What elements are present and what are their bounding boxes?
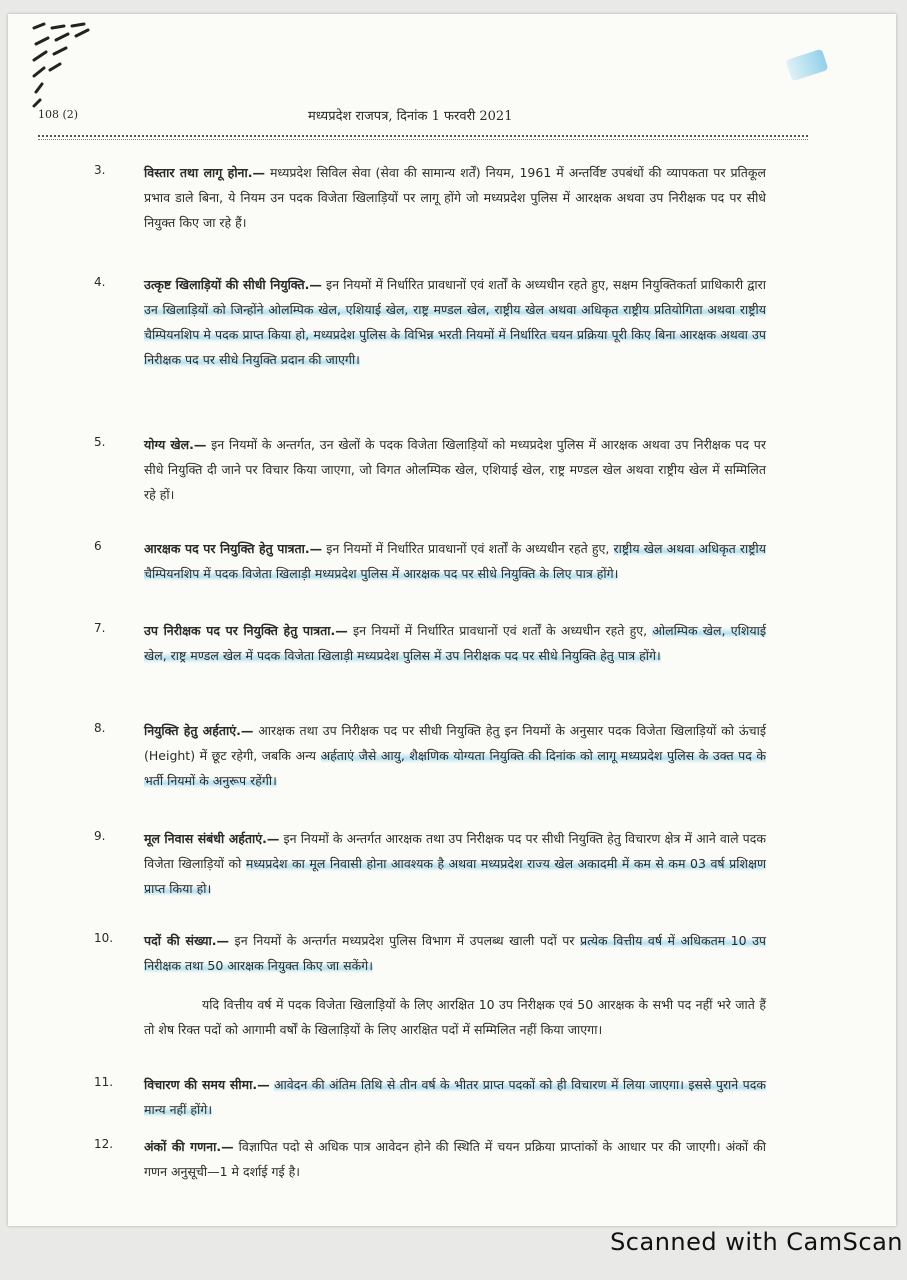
clause-text: विज्ञापित पदो से अधिक पात्र आवेदन होने की स्थिति में चयन प्रक्रिया प्राप्तांकों के आधार पर की जाएगी। अंकों की गणन अनुसूची—1 मे दर्शाई गई है।	[144, 1139, 766, 1179]
clause-heading: अंकों की गणना.—	[144, 1139, 234, 1154]
highlighted-text: राष्ट्रीय खेल अथवा अधिकृत राष्ट्रीय चैम्पियनशिप में पदक विजेता खिलाड़ी मध्यप्रदेश पुलिस में आरक्षक पद पर सीधे नियुक्ति के लिए पात्र होंगे।	[144, 541, 766, 581]
highlighted-text: आवेदन की अंतिम तिथि से तीन वर्ष के भीतर प्राप्त पदकों को ही विचारण में लिया जाएगा। इससे पुराने पदक मान्य नहीं होंगे।	[144, 1077, 766, 1117]
clause-body	[144, 432, 766, 507]
clause-text: इन नियमों में निर्धारित प्रावधानों एवं शर्तों के अध्यधीन रहते हुए, सक्षम नियुक्तिकर्ता प्राधिकारी द्वारा	[321, 277, 766, 292]
clause-number: 3.	[94, 163, 106, 177]
clause-body	[144, 826, 766, 901]
scan-edge-marks	[30, 22, 100, 112]
clause-heading: उत्कृष्ट खिलाड़ियों की सीधी नियुक्ति.—	[144, 277, 322, 292]
clause-body	[144, 718, 766, 793]
clause-body	[144, 1072, 766, 1122]
clause-body	[144, 1134, 766, 1184]
header-rule	[38, 135, 808, 137]
highlighted-text: उन खिलाड़ियों को जिन्होंने ओलम्पिक खेल, एशियाई खेल, राष्ट्र मण्डल खेल, राष्ट्रीय खेल अथवा अधिकृत राष्ट्रीय प्रतियोगिता अथवा राष्ट्रीय चैम्पियनशिप मे पदक प्राप्त किया हो, मध्यप्रदेश पुलिस के विभिन्न भरती नियमों में निर्धारित चयन प्रक्रिया पूरी किए बिना आरक्षक अथवा उप निरीक्षक पद पर सीधे नियुक्ति प्रदान की जाएगी।	[144, 302, 766, 367]
clause-number: 12.	[94, 1137, 114, 1151]
clause-heading: विचारण की समय सीमा.—	[144, 1077, 270, 1092]
clause-number: 7.	[94, 621, 106, 635]
clause-text: मध्यप्रदेश सिविल सेवा (सेवा की सामान्य शर्तें) नियम, 1961 में अन्तर्विष्ट उपबंधों की व्यापकता पर प्रतिकूल प्रभाव डाले बिना, ये नियम उन पदक विजेता खिलाड़ियों पर लागू होंगे जो मध्यप्रदेश पुलिस में आरक्षक अथवा उप निरीक्षक पद पर सीधे नियुक्त किए जा रहे हैं।	[144, 165, 766, 230]
clause-number: 10.	[94, 931, 114, 945]
clause-body	[144, 928, 766, 978]
clause-text: इन नियमों के अन्तर्गत आरक्षक तथा उप निरीक्षक पद पर सीधी नियुक्ति हेतु विचारण क्षेत्र में आने वाले पदक विजेता खिलाड़ियों को	[144, 831, 766, 871]
clause-text: आरक्षक तथा उप निरीक्षक पद पर सीधी नियुक्ति हेतु इन नियमों के अनुसार पदक विजेता खिलाड़ियों को ऊंचाई (Height) में छूट रहेगी, जबकि अन्य	[144, 723, 766, 763]
clause-number: 9.	[94, 829, 106, 843]
camscanner-watermark: Scanned with CamScan	[610, 1228, 903, 1256]
clause-heading: योग्य खेल.—	[144, 437, 207, 452]
page-number: 108 (2)	[38, 108, 79, 121]
clause-heading: विस्तार तथा लागू होना.—	[144, 165, 265, 180]
clause-body	[144, 160, 766, 235]
clause-body	[144, 992, 766, 1042]
gazette-title: मध्यप्रदेश राजपत्र, दिनांक 1 फरवरी 2021	[308, 109, 513, 124]
clause-number: 5.	[94, 435, 106, 449]
clause-heading: उप निरीक्षक पद पर नियुक्ति हेतु पात्रता.—	[144, 623, 348, 638]
clause-body	[144, 618, 766, 668]
clause-body	[144, 272, 766, 372]
highlighted-text: प्रत्येक वित्तीय वर्ष में अधिकतम 10 उप निरीक्षक तथा 50 आरक्षक नियुक्त किए जा सकेंगे।	[144, 933, 767, 973]
clause-heading: मूल निवास संबंधी अर्हताएं.—	[144, 831, 280, 846]
clause-number: 4.	[94, 275, 106, 289]
document-page	[8, 14, 896, 1226]
clause-heading: पदों की संख्या.—	[144, 933, 230, 948]
highlighted-text: ओलम्पिक खेल, एशियाई खेल, राष्ट्र मण्डल खेल में पदक विजेता खिलाड़ी मध्यप्रदेश पुलिस में उप निरीक्षक पद पर सीधे नियुक्ति हेतु पात्र होंगे।	[144, 623, 766, 663]
clause-text: यदि वित्तीय वर्ष में पदक विजेता खिलाड़ियों के लिए आरक्षित 10 उप निरीक्षक एवं 50 आरक्षक के सभी पद नहीं भरे जाते हैं तो शेष रिक्त पदों को आगामी वर्षों के खिलाड़ियों के लिए आरक्षित पदों में सम्मिलित नहीं किया जाएगा।	[144, 997, 766, 1037]
clause-text: इन नियमों में निर्धारित प्रावधानों एवं शर्तों के अध्यधीन रहते हुए,	[347, 623, 653, 638]
clause-text: इन नियमों के अन्तर्गत मध्यप्रदेश पुलिस विभाग में उपलब्ध खाली पदों पर	[229, 933, 580, 948]
clause-body	[144, 536, 766, 586]
header-rule-secondary	[38, 139, 808, 140]
highlighted-text: मध्यप्रदेश का मूल निवासी होना आवश्यक है अथवा मध्यप्रदेश राज्य खेल अकादमी में कम से कम 03 वर्ष प्रशिक्षण प्राप्त किया हो।	[144, 856, 766, 896]
clause-number: 8.	[94, 721, 106, 735]
clause-number: 6	[94, 539, 102, 553]
clause-heading: आरक्षक पद पर नियुक्ति हेतु पात्रता.—	[144, 541, 323, 556]
clause-text: इन नियमों में निर्धारित प्रावधानों एवं शर्तों के अध्यधीन रहते हुए,	[322, 541, 614, 556]
highlighter-mark	[786, 49, 829, 82]
clause-heading: नियुक्ति हेतु अर्हताएं.—	[144, 723, 254, 738]
clause-number: 11.	[94, 1075, 114, 1089]
gazette-header	[38, 106, 818, 128]
highlighted-text: अर्हताएं जैसे आयु, शैक्षणिक योग्यता नियुक्ति की दिनांक को लागू मध्यप्रदेश पुलिस के उक्त पद के भर्ती नियमों के अनुरूप रहेंगी।	[144, 748, 766, 788]
clause-text: इन नियमों के अन्तर्गत, उन खेलों के पदक विजेता खिलाड़ियों को मध्यप्रदेश पुलिस में आरक्षक अथवा उप निरीक्षक पद पर सीधे नियुक्ति दी जाने पर विचार किया जाएगा, जो विगत ओलम्पिक खेल, एशियाई खेल, राष्ट्र मण्डल खेल अथवा राष्ट्रीय खेल में सम्मिलित रहे हों।	[144, 437, 766, 502]
